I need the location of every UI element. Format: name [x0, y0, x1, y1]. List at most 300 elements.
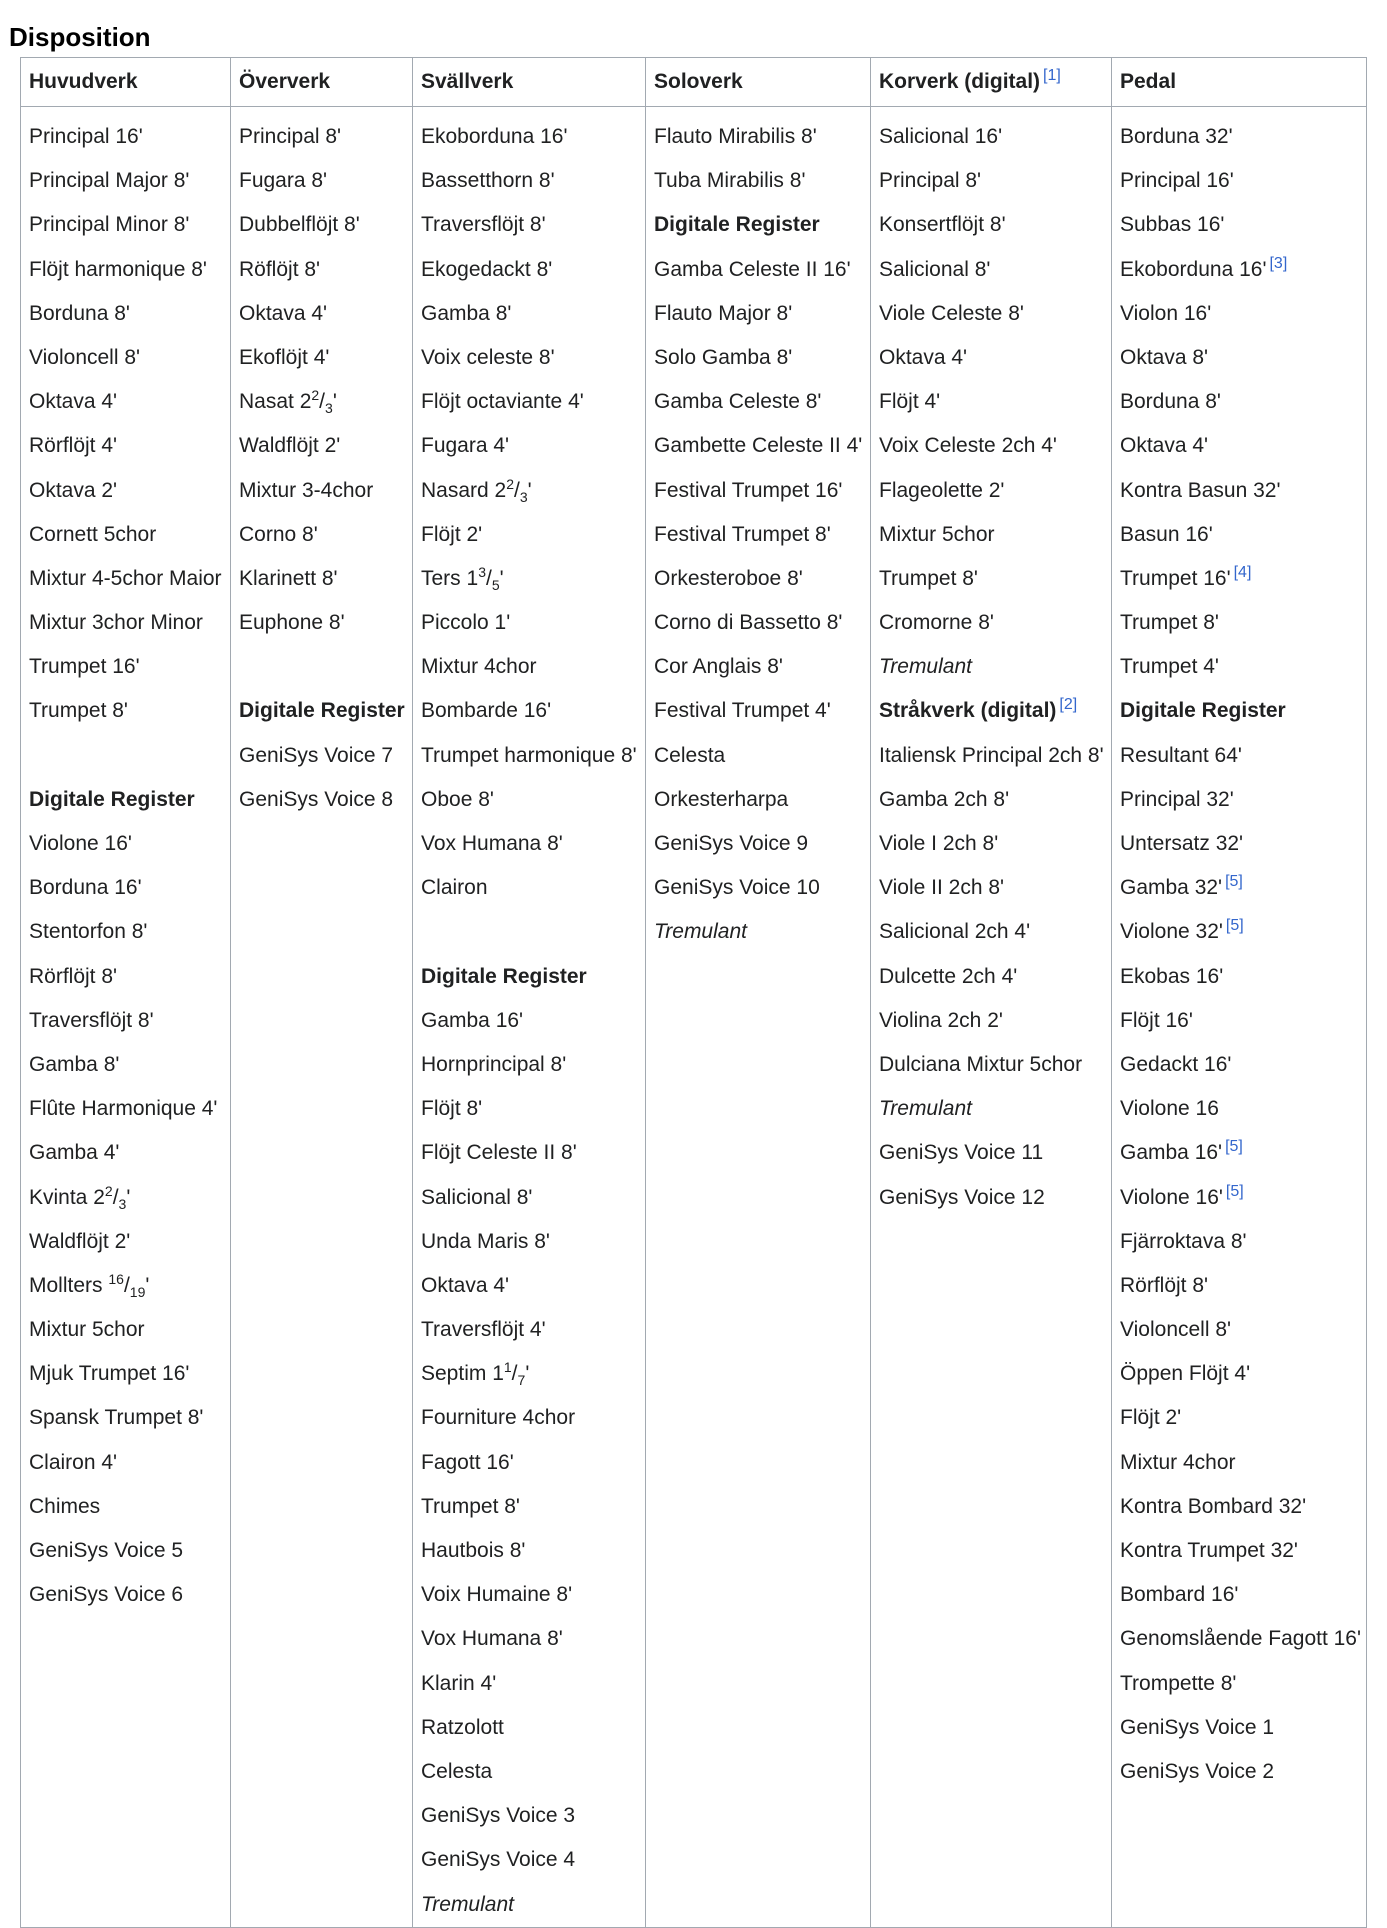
stop-name: Kontra Basun 32': [1120, 478, 1281, 502]
stop-item: [29, 203, 230, 247]
stop-name: GeniSys Voice 10: [654, 876, 820, 900]
stop-item: [421, 1043, 645, 1087]
stop-item: [29, 955, 230, 999]
stop-name: Tremulant: [879, 1097, 972, 1121]
stop-item: [879, 1131, 1111, 1175]
stop-item: [421, 1706, 645, 1750]
stop-name: Kontra Trumpet 32': [1120, 1539, 1298, 1562]
fraction-slash: /: [112, 1185, 119, 1209]
stop-name: Flûte Harmonique 4': [29, 1097, 218, 1121]
stop-item: [29, 336, 230, 380]
stop-name: Nasard 2: [421, 478, 507, 502]
stop-name: Violone 32': [1120, 920, 1223, 944]
stop-item: [879, 115, 1111, 159]
stop-name: Gamba 2ch 8': [879, 787, 1010, 811]
stop-item: [421, 645, 645, 689]
disposition-table: [20, 57, 1367, 1928]
stop-item: [1120, 645, 1366, 689]
header-row: [21, 58, 1367, 107]
stop-name: Oktava 4': [879, 345, 968, 369]
stop-name: Flöjt 16': [1120, 1008, 1193, 1032]
stop-item: [239, 601, 412, 645]
stop-name: Waldflöjt 2': [29, 1229, 131, 1253]
fraction-denominator: 3: [118, 1195, 127, 1212]
stop-item: [1120, 1264, 1366, 1308]
stop-item: [1120, 380, 1366, 424]
stop-name: Oktava 4': [421, 1273, 510, 1297]
stop-name: Chimes: [29, 1494, 101, 1518]
stop-item: [421, 1883, 645, 1927]
stop-name: Salicional 8': [879, 257, 991, 281]
stop-suffix: ': [332, 390, 337, 414]
stop-name: Salicional 2ch 4': [879, 920, 1031, 944]
stop-name: Trumpet 8': [1120, 611, 1219, 635]
stop-item: [421, 469, 645, 513]
stop-item: [421, 1573, 645, 1617]
stop-name: Trumpet 16': [29, 655, 140, 679]
stop-name: Digitale Register: [239, 699, 405, 723]
stop-name: Corno 8': [239, 522, 318, 546]
stop-name: Cornett 5chor: [29, 522, 157, 546]
stop-item: [654, 159, 870, 203]
header-label: Soloverk: [654, 70, 743, 93]
stop-item: [1120, 1529, 1366, 1573]
stop-item: [421, 822, 645, 866]
stop-name: Cromorne 8': [879, 611, 994, 635]
column-svallverk: [413, 107, 646, 1928]
fraction-numerator: 2: [311, 387, 320, 404]
stop-name: Orkesterharpa: [654, 787, 789, 811]
stop-item: [654, 248, 870, 292]
header-label: Korverk (digital): [879, 70, 1041, 93]
stop-item: [654, 115, 870, 159]
stop-item: [654, 424, 870, 468]
stop-name: Kvinta 2: [29, 1185, 105, 1209]
stop-item: [239, 115, 412, 159]
stop-name: Flauto Major 8': [654, 301, 793, 325]
stop-name: GeniSys Voice 5: [29, 1539, 184, 1562]
stop-name: Gamba 8': [29, 1052, 120, 1076]
stop-name: Viole Celeste 8': [879, 301, 1024, 325]
stop-name: Vox Humana 8': [421, 1627, 563, 1651]
stop-item: [239, 292, 412, 336]
stop-item: [1120, 1352, 1366, 1396]
stop-item: [421, 1838, 645, 1882]
stop-name: Flauto Mirabilis 8': [654, 125, 817, 148]
stop-item: [879, 292, 1111, 336]
stop-name: Flöjt octaviante 4': [421, 390, 584, 414]
stop-name: Voix Humaine 8': [421, 1583, 573, 1607]
stop-item: [879, 203, 1111, 247]
fraction-numerator: 1: [503, 1359, 512, 1376]
stop-item: [1120, 159, 1366, 203]
header-soloverk: [646, 58, 871, 107]
stop-item: [29, 822, 230, 866]
stop-name: Mixtur 4chor: [421, 655, 537, 679]
stop-item: [654, 469, 870, 513]
stop-item: [1120, 1662, 1366, 1706]
footnote-link[interactable]: [4]: [1233, 563, 1252, 581]
stop-item: [879, 1087, 1111, 1131]
stop-name: Öppen Flöjt 4': [1120, 1362, 1251, 1386]
stop-item: [1120, 115, 1366, 159]
stop-item: [1120, 1087, 1366, 1131]
stop-item: [29, 910, 230, 954]
stop-item: [29, 1573, 230, 1617]
stop-item: [879, 910, 1111, 954]
stop-item: [421, 1352, 645, 1396]
stop-name: Principal 8': [239, 125, 342, 148]
stop-name: Gamba 32': [1120, 876, 1223, 900]
stop-name: Tremulant: [421, 1892, 514, 1916]
spacer: [239, 645, 412, 689]
stop-name: Untersatz 32': [1120, 832, 1244, 855]
footnote-link[interactable]: [5]: [1225, 1138, 1243, 1156]
stop-name: GeniSys Voice 7: [239, 743, 394, 767]
stop-name: Rörflöjt 4': [29, 434, 118, 458]
stop-item: [1120, 1176, 1366, 1220]
stop-item: [654, 689, 870, 733]
stop-name: Bombard 16': [1120, 1583, 1239, 1607]
footnote-link[interactable]: [5]: [1225, 917, 1244, 935]
stop-name: Digitale Register: [29, 787, 195, 811]
stop-name: Celesta: [421, 1759, 493, 1783]
stop-item: [421, 601, 645, 645]
header-svallverk: [413, 58, 646, 107]
stop-item: [1120, 910, 1366, 954]
stop-item: [29, 159, 230, 203]
stop-name: Digitale Register: [654, 213, 820, 237]
stop-item: [1120, 1617, 1366, 1661]
stop-item: [421, 689, 645, 733]
stop-item: [1120, 336, 1366, 380]
stop-name: Viole I 2ch 8': [879, 832, 999, 855]
stop-name: Principal 32': [1120, 787, 1234, 811]
stop-name: Mollters: [29, 1273, 109, 1297]
fraction-denominator: 19: [129, 1284, 146, 1301]
stop-item: [1120, 1220, 1366, 1264]
header-huvudverk: [21, 58, 231, 107]
stop-item: [879, 469, 1111, 513]
stop-item: [1120, 469, 1366, 513]
stop-name: Ekoflöjt 4': [239, 345, 330, 369]
stop-item: [421, 557, 645, 601]
stop-item: [29, 380, 230, 424]
footnote-link[interactable]: [5]: [1225, 1182, 1244, 1200]
stop-item: [654, 734, 870, 778]
stop-name: Klarinett 8': [239, 566, 338, 590]
stop-name: GeniSys Voice 2: [1120, 1759, 1275, 1783]
fraction-numerator: 2: [506, 475, 515, 492]
fraction-numerator: 2: [104, 1182, 113, 1199]
stop-name: Oktava 2': [29, 478, 118, 502]
stop-name: Flöjt Celeste II 8': [421, 1141, 577, 1165]
stop-name: Voix Celeste 2ch 4': [879, 434, 1057, 458]
stop-item: [1120, 955, 1366, 999]
stop-name: Rörflöjt 8': [29, 964, 118, 988]
stop-name: Trumpet 8': [29, 699, 128, 723]
fraction-denominator: 7: [517, 1372, 526, 1389]
fraction-slash: /: [511, 1362, 518, 1386]
stop-name: Salicional 8': [421, 1185, 533, 1209]
stop-item: [239, 557, 412, 601]
stop-item: [1120, 1750, 1366, 1794]
stop-name: Fourniture 4chor: [421, 1406, 576, 1430]
stop-name: Mixtur 5chor: [29, 1318, 145, 1342]
stop-item: [29, 1131, 230, 1175]
stop-item: [879, 248, 1111, 292]
stop-name: Cor Anglais 8': [654, 655, 783, 679]
stop-item: [421, 292, 645, 336]
stop-item: [1120, 1485, 1366, 1529]
stop-item: [29, 513, 230, 557]
stop-name: Principal Minor 8': [29, 213, 190, 237]
stop-name: GeniSys Voice 9: [654, 832, 809, 855]
stop-name: Fugara 4': [421, 434, 510, 458]
stop-item: [29, 1352, 230, 1396]
stop-item: [1120, 1706, 1366, 1750]
stop-name: Flageolette 2': [879, 478, 1005, 502]
stop-name: Bassetthorn 8': [421, 169, 555, 193]
footnote-link[interactable]: [5]: [1225, 873, 1243, 891]
stop-name: Gamba 16': [421, 1008, 524, 1032]
stop-name: Mixtur 4-5chor Maior: [29, 566, 222, 590]
stop-item: [1120, 1396, 1366, 1440]
stop-item: [879, 601, 1111, 645]
stop-item: [421, 1264, 645, 1308]
stop-item: [421, 115, 645, 159]
stop-item: [879, 557, 1111, 601]
stop-name: Mixtur 5chor: [879, 522, 995, 546]
stop-name: Kontra Bombard 32': [1120, 1494, 1307, 1518]
spacer: [29, 734, 230, 778]
stop-item: [239, 380, 412, 424]
stop-item: [29, 115, 230, 159]
stop-name: Mixtur 3-4chor: [239, 478, 374, 502]
stop-item: [239, 778, 412, 822]
stop-item: [239, 424, 412, 468]
stop-item: [879, 999, 1111, 1043]
stop-item: [421, 1750, 645, 1794]
column-soloverk: [646, 107, 871, 1928]
stop-item: [29, 292, 230, 336]
stop-name: Konsertflöjt 8': [879, 213, 1006, 237]
header-label: Pedal: [1120, 70, 1177, 93]
stop-suffix: ': [145, 1273, 150, 1297]
stop-item: [421, 1396, 645, 1440]
stop-suffix: ': [126, 1185, 131, 1209]
fraction-slash: /: [123, 1273, 130, 1297]
stop-name: Italiensk Principal 2ch 8': [879, 743, 1104, 767]
stop-item: [421, 734, 645, 778]
stop-name: Salicional 16': [879, 125, 1003, 148]
stop-item: [421, 513, 645, 557]
stop-item: [29, 1264, 230, 1308]
stop-name: Bombarde 16': [421, 699, 552, 723]
stop-name: Ters 1: [421, 566, 479, 590]
header-pedal: [1112, 58, 1367, 107]
stop-item: [29, 1396, 230, 1440]
stop-name: Gambette Celeste II 4': [654, 434, 863, 458]
stop-name: Flöjt 2': [421, 522, 483, 546]
stop-item: [879, 380, 1111, 424]
stop-name: Viole II 2ch 8': [879, 876, 1005, 900]
stop-item: [879, 866, 1111, 910]
fraction-numerator: 3: [478, 563, 486, 580]
stop-item: [421, 866, 645, 910]
stop-name: Stråkverk (digital): [879, 699, 1057, 723]
stop-item: [1120, 1043, 1366, 1087]
stop-suffix: ': [527, 478, 532, 502]
stop-name: Hautbois 8': [421, 1539, 526, 1562]
stop-item: [29, 469, 230, 513]
stop-name: Genomslående Fagott 16': [1120, 1627, 1361, 1651]
stop-item: [421, 1131, 645, 1175]
stop-name: Trumpet 8': [879, 566, 978, 590]
stop-item: [29, 1176, 230, 1220]
stop-suffix: ': [499, 566, 504, 590]
footnote-link[interactable]: [2]: [1059, 696, 1078, 714]
stop-name: GeniSys Voice 4: [421, 1848, 576, 1872]
fraction-slash: /: [514, 478, 520, 502]
stop-name: Digitale Register: [421, 964, 587, 988]
header-label: Öververk: [239, 70, 331, 93]
stop-item: [421, 336, 645, 380]
stop-name: GeniSys Voice 1: [1120, 1715, 1275, 1739]
stop-name: GeniSys Voice 6: [29, 1583, 184, 1607]
section-label: [654, 203, 870, 247]
stop-item: [1120, 424, 1366, 468]
stop-item: [1120, 1441, 1366, 1485]
stop-name: Traversflöjt 8': [29, 1008, 154, 1032]
stop-name: Solo Gamba 8': [654, 345, 793, 369]
fraction-slash: /: [485, 566, 492, 590]
stop-name: Rörflöjt 8': [1120, 1273, 1209, 1297]
stop-name: Oktava 4': [29, 390, 118, 414]
stop-item: [879, 645, 1111, 689]
column-huvudverk: [21, 107, 231, 1928]
stop-item: [654, 336, 870, 380]
stop-name: Oboe 8': [421, 787, 494, 811]
stop-name: Principal 16': [1120, 169, 1234, 193]
fraction-numerator: 16: [108, 1270, 124, 1287]
stop-name: Corno di Bassetto 8': [654, 611, 843, 635]
stop-item: [879, 424, 1111, 468]
stop-item: [879, 1176, 1111, 1220]
stop-name: Subbas 16': [1120, 213, 1225, 237]
stop-name: Voix celeste 8': [421, 345, 555, 369]
stop-item: [1120, 292, 1366, 336]
stop-item: [29, 1220, 230, 1264]
stop-name: Trumpet 4': [1120, 655, 1219, 679]
fraction-denominator: 3: [519, 488, 528, 505]
header-label: Svällverk: [421, 70, 514, 93]
stop-name: GeniSys Voice 3: [421, 1804, 576, 1828]
stop-name: Septim 1: [421, 1362, 504, 1386]
section-label: [239, 689, 412, 733]
stop-name: Traversflöjt 4': [421, 1318, 546, 1342]
stop-name: Vox Humana 8': [421, 832, 563, 855]
stop-item: [421, 1617, 645, 1661]
footnote-link[interactable]: [1]: [1043, 67, 1061, 84]
stop-name: Festival Trumpet 4': [654, 699, 831, 723]
fraction-denominator: 3: [325, 400, 333, 417]
stop-item: [29, 1529, 230, 1573]
stop-item: [654, 866, 870, 910]
stop-name: Violone 16: [1120, 1097, 1219, 1121]
stop-suffix: ': [525, 1362, 530, 1386]
stop-name: Mjuk Trumpet 16': [29, 1362, 190, 1386]
stop-name: Borduna 32': [1120, 125, 1233, 148]
stop-name: Gamba 16': [1120, 1141, 1223, 1165]
stop-name: Euphone 8': [239, 611, 345, 635]
stop-item: [879, 778, 1111, 822]
stop-name: Flöjt 2': [1120, 1406, 1182, 1430]
stop-name: Piccolo 1': [421, 611, 511, 635]
body-row: [21, 107, 1367, 1928]
stop-item: [29, 866, 230, 910]
stop-name: Mixtur 3chor Minor: [29, 611, 203, 635]
stop-item: [29, 1485, 230, 1529]
stop-name: Flöjt 8': [421, 1097, 483, 1121]
stop-name: Fjärroktava 8': [1120, 1229, 1247, 1253]
stop-item: [879, 822, 1111, 866]
stop-name: Tremulant: [654, 920, 747, 944]
stop-item: [239, 248, 412, 292]
stop-name: Flöjt 4': [879, 390, 941, 414]
stop-item: [879, 513, 1111, 557]
stop-name: Stentorfon 8': [29, 920, 148, 944]
fraction-slash: /: [319, 390, 326, 414]
stop-name: Oktava 4': [1120, 434, 1209, 458]
stop-name: Dubbelflöjt 8': [239, 213, 360, 237]
stop-name: Tremulant: [879, 655, 972, 679]
stop-item: [879, 734, 1111, 778]
column-pedal: [1112, 107, 1367, 1928]
stop-item: [1120, 778, 1366, 822]
footnote-link[interactable]: [3]: [1269, 254, 1288, 272]
stop-name: Clairon 4': [29, 1450, 118, 1474]
stop-item: [879, 336, 1111, 380]
spacer: [421, 910, 645, 954]
stop-name: Trumpet 16': [1120, 566, 1231, 590]
stop-name: Gamba 8': [421, 301, 512, 325]
stop-name: Violoncell 8': [1120, 1318, 1232, 1342]
stop-item: [421, 248, 645, 292]
stop-item: [29, 557, 230, 601]
stop-name: GeniSys Voice 8: [239, 787, 394, 811]
stop-item: [1120, 513, 1366, 557]
stop-name: Tuba Mirabilis 8': [654, 169, 806, 193]
stop-name: Unda Maris 8': [421, 1229, 550, 1253]
stop-name: Ekogedackt 8': [421, 257, 553, 281]
stop-item: [421, 1794, 645, 1838]
stop-item: [654, 292, 870, 336]
stop-item: [421, 1485, 645, 1529]
column-korverk: [871, 107, 1112, 1928]
stop-name: Nasat 2: [239, 390, 312, 414]
stop-name: Principal 8': [879, 169, 982, 193]
stop-item: [879, 955, 1111, 999]
stop-name: Violon 16': [1120, 301, 1212, 325]
stop-item: [29, 1441, 230, 1485]
stop-item: [239, 159, 412, 203]
stop-name: Spansk Trumpet 8': [29, 1406, 204, 1430]
stop-name: Dulcette 2ch 4': [879, 964, 1018, 988]
stop-name: Dulciana Mixtur 5chor: [879, 1052, 1083, 1076]
stop-name: Waldflöjt 2': [239, 434, 341, 458]
stop-item: [421, 1441, 645, 1485]
